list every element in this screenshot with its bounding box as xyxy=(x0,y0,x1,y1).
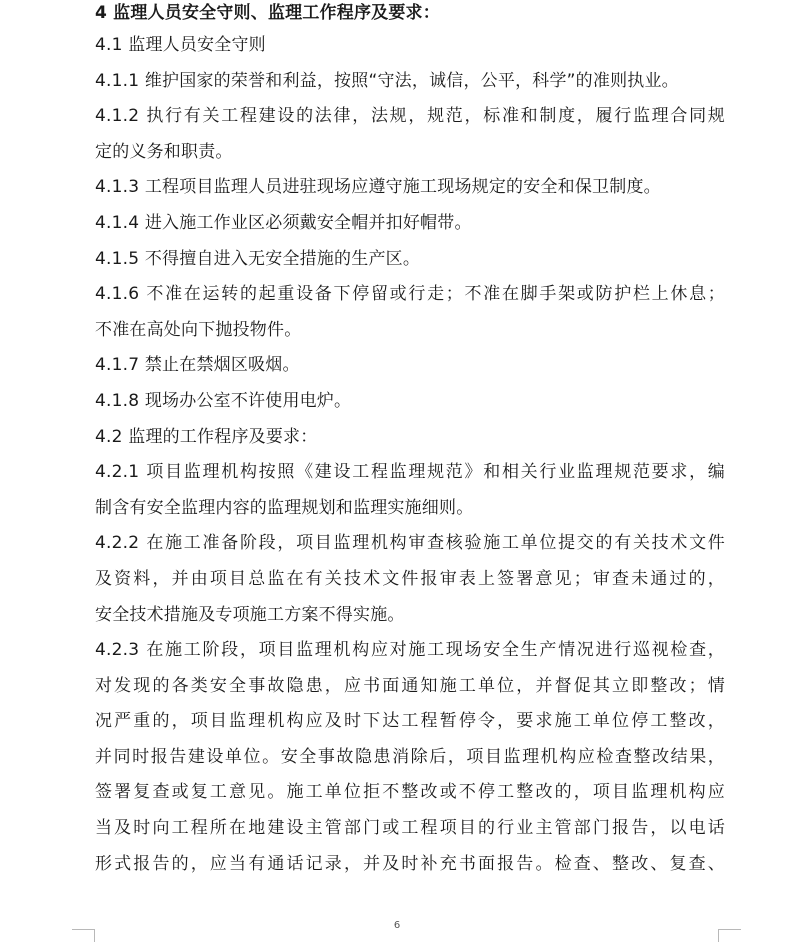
paragraph-line: 当及时向工程所在地建设主管部门或工程项目的行业主管部门报告，以电话 xyxy=(95,818,725,839)
paragraph-line: 况严重的，项目监理机构应及时下达工程暂停令，要求施工单位停工整改， xyxy=(95,711,725,732)
paragraph-line: 4.2.1 项目监理机构按照《建设工程监理规范》和相关行业监理规范要求，编 xyxy=(95,462,725,483)
page-number: 6 xyxy=(393,920,401,931)
paragraph-line: 形式报告的，应当有通话记录，并及时补充书面报告。检查、整改、复查、 xyxy=(95,853,725,874)
paragraph-line: 安全技术措施及专项施工方案不得实施。 xyxy=(95,604,405,625)
paragraph-line: 并同时报告建设单位。安全事故隐患消除后，项目监理机构应检查整改结果， xyxy=(95,746,725,767)
paragraph-line: 制含有安全监理内容的监理规划和监理实施细则。 xyxy=(95,497,474,518)
paragraph-line: 4.1.2 执行有关工程建设的法律，法规，规范，标准和制度，履行监理合同规 xyxy=(95,106,725,127)
paragraph-line: 4.1.8 现场办公室不许使用电炉。 xyxy=(95,390,352,411)
paragraph-line: 定的义务和职责。 xyxy=(95,141,233,162)
section-heading: 4 监理人员安全守则、监理工作程序及要求： xyxy=(95,3,440,23)
paragraph-line: 4.1.6 不准在运转的起重设备下停留或行走；不准在脚手架或防护栏上休息； xyxy=(95,284,725,305)
paragraph-line: 签署复查或复工意见。施工单位拒不整改或不停工整改的，项目监理机构应 xyxy=(95,782,725,803)
paragraph-line: 4.2.2 在施工准备阶段，项目监理机构审查核验施工单位提交的有关技术文件 xyxy=(95,533,725,554)
paragraph-line: 4.1.3 工程项目监理人员进驻现场应遵守施工现场规定的安全和保卫制度。 xyxy=(95,177,661,198)
paragraph-line: 4.1.1 维护国家的荣誉和利益，按照“守法，诚信，公平，科学”的准则执业。 xyxy=(95,70,679,91)
subsection-title: 4.2 监理的工作程序及要求： xyxy=(95,426,318,447)
paragraph-line: 4.1.4 进入施工作业区必须戴安全帽并扣好帽带。 xyxy=(95,212,472,233)
paragraph-line: 及资料，并由项目总监在有关技术文件报审表上签署意见；审查未通过的， xyxy=(95,568,725,589)
paragraph-line: 对发现的各类安全事故隐患，应书面通知施工单位，并督促其立即整改；情 xyxy=(95,675,725,696)
paragraph-line: 4.1.7 禁止在禁烟区吸烟。 xyxy=(95,355,300,376)
page-corner-mark-right xyxy=(718,929,741,942)
document-body xyxy=(95,0,725,882)
paragraph-line: 4.1.5 不得擅自进入无安全措施的生产区。 xyxy=(95,248,421,269)
subsection-title: 4.1 监理人员安全守则 xyxy=(95,35,266,55)
paragraph-line: 不准在高处向下抛投物件。 xyxy=(95,319,302,340)
paragraph-line: 4.2.3 在施工阶段，项目监理机构应对施工现场安全生产情况进行巡视检查， xyxy=(95,640,725,661)
